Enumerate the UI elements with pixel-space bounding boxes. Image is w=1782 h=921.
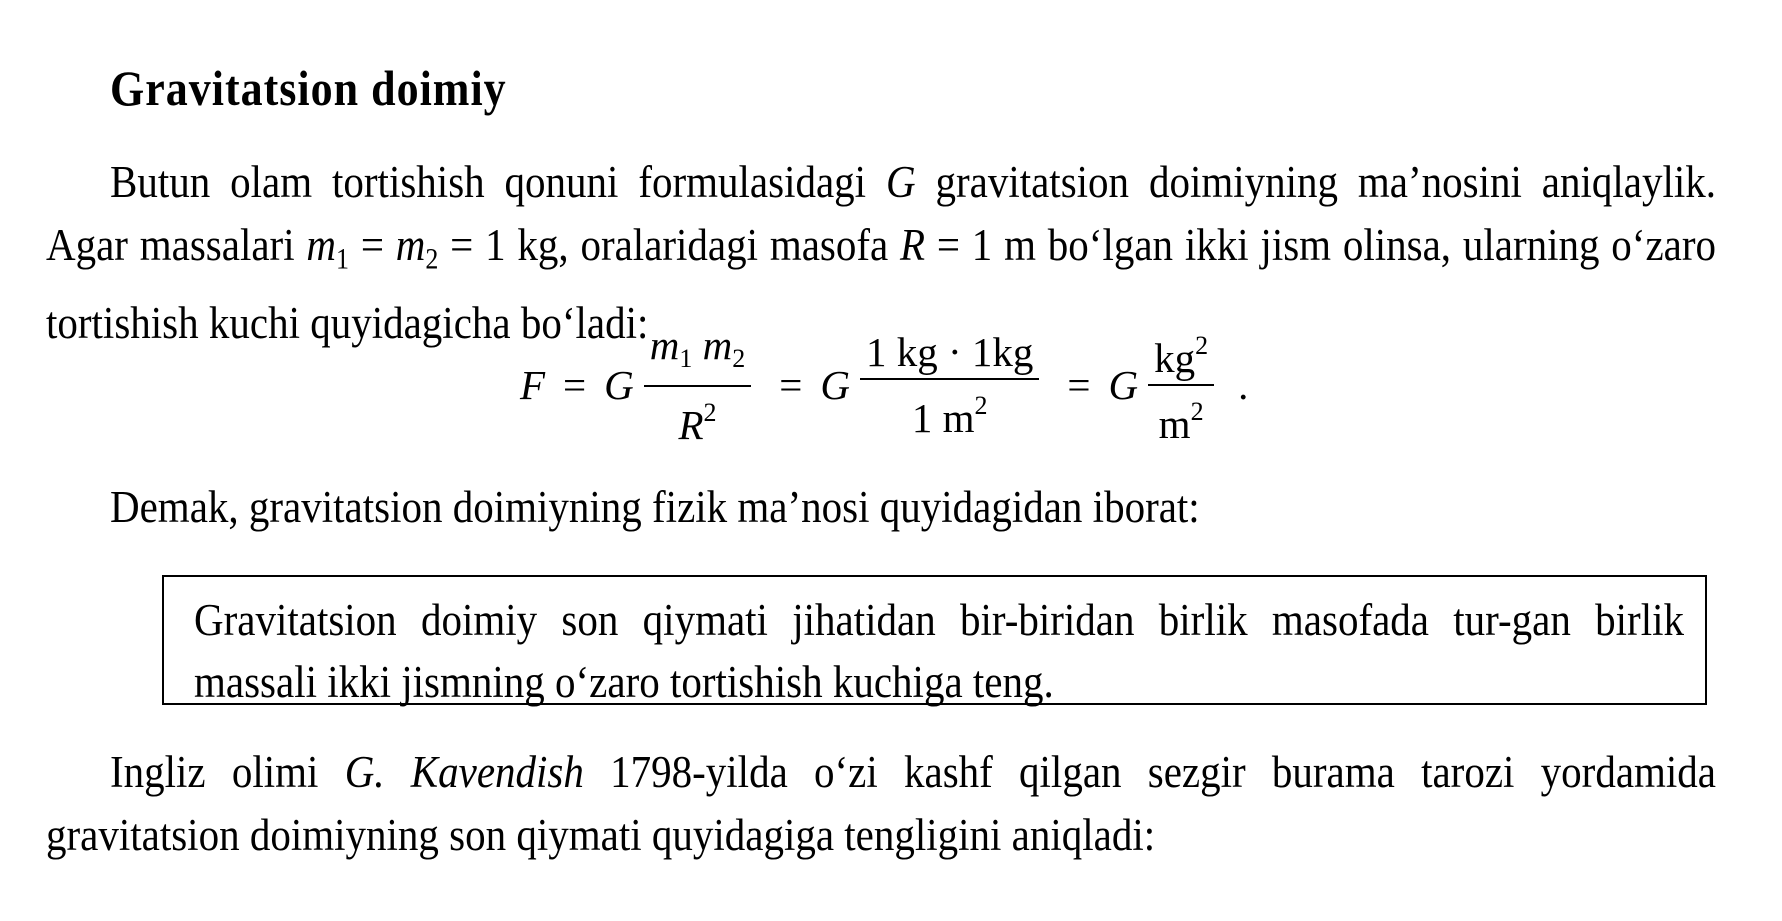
formula-G: G [604,362,634,408]
definition-box [162,575,1707,705]
scientist-name: G. Kavendish [344,745,584,798]
symbol-R: R [900,218,926,270]
symbol-m1: $m_1$ [306,218,350,276]
symbol-G: G [885,155,916,208]
fraction-units: $\frac{1 kg \cdot 1kg}{1 m^2}$ [860,326,1039,444]
paragraph-intro: Butun olam tortishish qonuni formulasidagi G gravitatsion doimiyning ma’nosini aniqlaylik. Agar massalari $m_1 = m_2 = 1$ kg, oralaridagi masofa R = 1 m bo‘lgan ikki jism olinsa, ularning o‘zaro tortishish kuchi quyidagicha bo‘ladi: [46,155,1716,349]
formula-G: G [820,362,850,408]
formula-F: F [520,362,546,408]
paragraph-cavendish: Ingliz olimi G. Kavendish 1798-yilda o‘zi kashf qilgan sezgir burama tarozi yordamida gravitatsion doimiyning son qiymati quyidagiga tengligini aniqladi: [46,745,1716,860]
section-heading: Gravitatsion doimiy [110,61,507,116]
formula-equals: = [563,362,587,408]
formula-equals: = [1067,362,1091,408]
fraction-masses: $\frac{m_1 m_2}{R^2}$ [644,319,751,451]
gravity-formula [520,322,1249,448]
paragraph-meaning: Demak, gravitatsion doimiyning fizik ma’nosi quyidagidan iborat: [110,480,1200,533]
symbol-m2: $m_2$ [395,218,439,276]
definition-text: Gravitatsion doimiy son qiymati jihatidan bir-biridan birlik masofada tur-gan birlik massali ikki jismning o‘zaro tortishish kuchiga teng. [194,594,1684,707]
formula-equals: = [779,362,803,408]
fraction-result-unit: $\frac{kg^2}{m^2}$ [1148,320,1214,450]
formula-G: G [1108,362,1139,408]
formula-period: . [1238,362,1249,408]
